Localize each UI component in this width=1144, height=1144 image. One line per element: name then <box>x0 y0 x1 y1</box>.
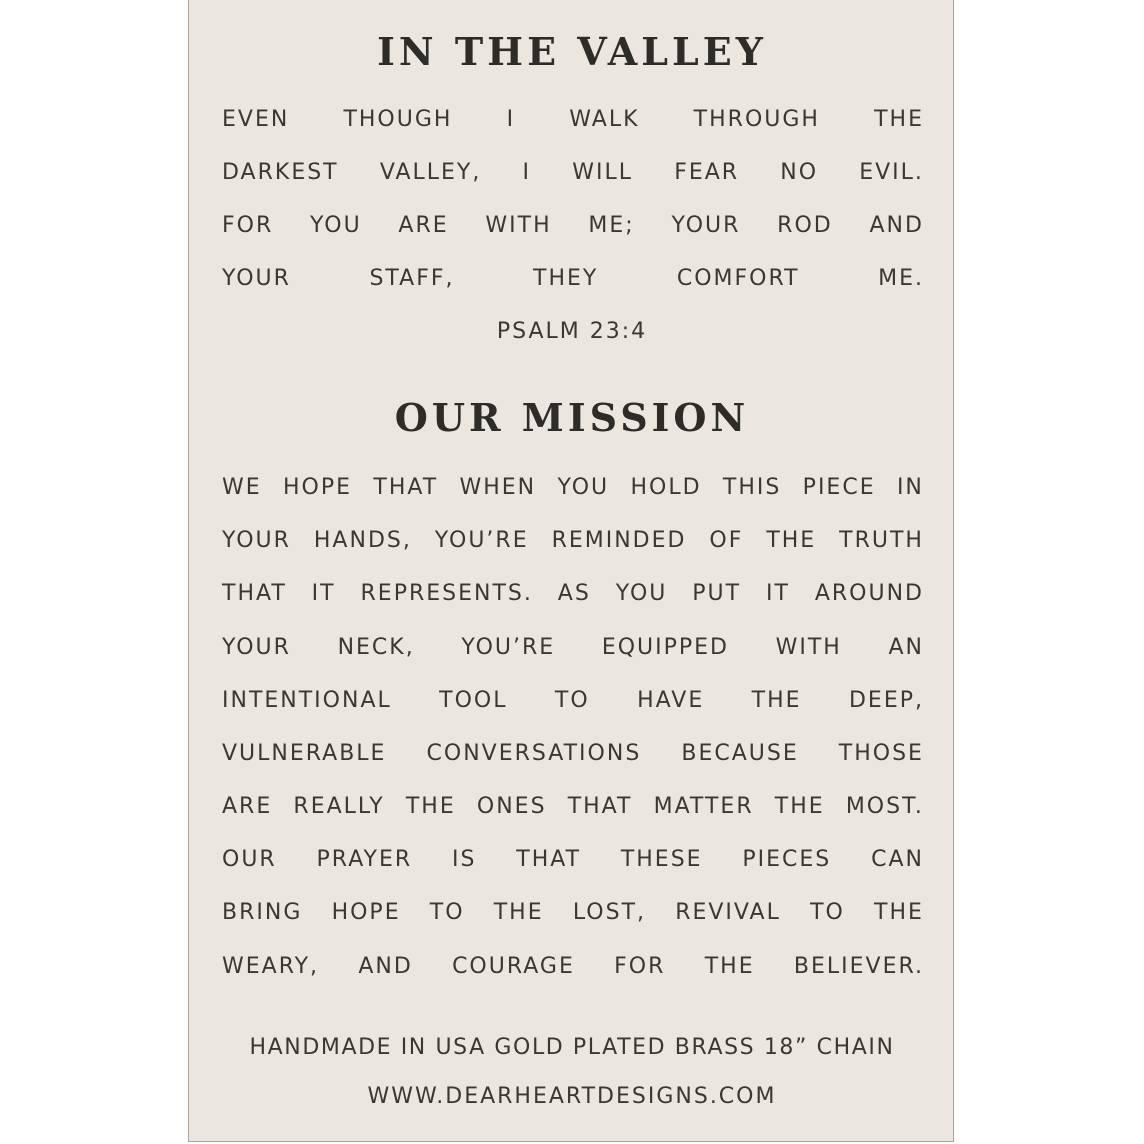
word: THE <box>704 954 755 979</box>
word: YOUR <box>222 635 291 660</box>
scripture-reference: PSALM 23:4 <box>496 319 648 344</box>
mission-title: OUR MISSION <box>394 395 750 440</box>
word: ROD <box>777 213 833 238</box>
word: THIS <box>722 475 782 500</box>
word: EVIL. <box>859 160 924 185</box>
mission-text-line <box>222 902 924 924</box>
word: REMINDED <box>551 528 687 553</box>
word: THE <box>874 900 924 925</box>
word: LOST, <box>572 900 646 925</box>
word: HAVE <box>637 688 705 713</box>
word: I <box>522 160 532 185</box>
word: ME. <box>878 266 924 291</box>
word: YOU <box>615 581 668 606</box>
word: THE <box>874 107 924 132</box>
word: THAT <box>222 581 287 606</box>
word: WILL <box>572 160 633 185</box>
word: FEAR <box>674 160 740 185</box>
word: YOU <box>557 475 610 500</box>
word: EVEN <box>222 107 290 132</box>
mission-card <box>188 0 954 1142</box>
word: HOLD <box>630 475 702 500</box>
word: TRUTH <box>839 528 924 553</box>
word: THAT <box>373 475 439 500</box>
word: YOU’RE <box>434 528 529 553</box>
word: FOR <box>222 213 274 238</box>
mission-text-line <box>222 477 924 499</box>
mission-text-line <box>222 583 924 605</box>
word: THOUGH <box>343 107 453 132</box>
word: THE <box>405 794 456 819</box>
word: DARKEST <box>222 160 339 185</box>
word: IS <box>451 847 477 872</box>
word: OF <box>709 528 744 553</box>
word: VULNERABLE <box>222 741 387 766</box>
word: TOOL <box>439 688 508 713</box>
word: MOST. <box>845 794 924 819</box>
word: IT <box>311 581 336 606</box>
word: FOR <box>614 954 666 979</box>
word: VALLEY, <box>379 160 482 185</box>
word: HOPE <box>283 475 353 500</box>
word: NO <box>780 160 819 185</box>
word: WEARY, <box>222 954 320 979</box>
word: REVIVAL <box>675 900 781 925</box>
word: ARE <box>222 794 273 819</box>
word: THE <box>751 688 802 713</box>
mission-text-line <box>222 690 924 712</box>
word: INTENTIONAL <box>222 688 392 713</box>
word: TO <box>810 900 845 925</box>
word: MATTER <box>653 794 754 819</box>
word: OUR <box>222 847 277 872</box>
mission-text-line <box>222 743 924 765</box>
mission-text-line <box>222 796 924 818</box>
word: YOU’RE <box>461 635 556 660</box>
word: HANDS, <box>313 528 412 553</box>
word: HOPE <box>331 900 401 925</box>
word: YOUR <box>222 528 291 553</box>
valley-title: IN THE VALLEY <box>377 29 767 74</box>
word: WALK <box>569 107 640 132</box>
word: DEEP, <box>848 688 924 713</box>
word: ME; <box>588 213 635 238</box>
mission-text-line <box>222 530 924 552</box>
word: THROUGH <box>693 107 820 132</box>
word: WE <box>222 475 262 500</box>
word: PIECE <box>802 475 876 500</box>
word: WITH <box>485 213 552 238</box>
word: YOUR <box>222 266 291 291</box>
word: EQUIPPED <box>601 635 729 660</box>
word: COURAGE <box>452 954 575 979</box>
word: BELIEVER. <box>793 954 924 979</box>
word: AND <box>869 213 924 238</box>
valley-text-line <box>222 215 924 237</box>
word: IT <box>765 581 790 606</box>
valley-text-line <box>222 268 924 290</box>
word: I <box>506 107 516 132</box>
word: COMFORT <box>676 266 800 291</box>
word: THAT <box>567 794 633 819</box>
word: IN <box>896 475 924 500</box>
word: THE <box>766 528 817 553</box>
word: THEY <box>533 266 599 291</box>
mission-text-line <box>222 956 924 978</box>
word: AROUND <box>814 581 924 606</box>
valley-text-line <box>222 162 924 184</box>
word: PRAYER <box>316 847 413 872</box>
word: NECK, <box>337 635 415 660</box>
word: CONVERSATIONS <box>426 741 642 766</box>
mission-text-line <box>222 849 924 871</box>
product-info: HANDMADE IN USA GOLD PLATED BRASS 18” CHAIN <box>249 1035 895 1060</box>
word: REPRESENTS. <box>360 581 533 606</box>
word: AS <box>557 581 591 606</box>
word: THE <box>493 900 544 925</box>
word: BECAUSE <box>681 741 799 766</box>
word: THE <box>774 794 825 819</box>
valley-text-line <box>222 109 924 131</box>
word: TO <box>554 688 590 713</box>
word: TO <box>429 900 465 925</box>
word: PIECES <box>742 847 832 872</box>
word: AND <box>358 954 413 979</box>
word: THOSE <box>838 741 924 766</box>
word: PUT <box>692 581 742 606</box>
mission-text-line <box>222 637 924 659</box>
word: ONES <box>476 794 547 819</box>
word: REALLY <box>293 794 385 819</box>
word: BRING <box>222 900 303 925</box>
word: ARE <box>398 213 449 238</box>
word: AN <box>888 635 924 660</box>
word: YOU <box>310 213 362 238</box>
word: CAN <box>871 847 924 872</box>
word: WITH <box>775 635 842 660</box>
word: THESE <box>620 847 703 872</box>
word: WHEN <box>459 475 537 500</box>
website-link[interactable]: WWW.DEARHEARTDESIGNS.COM <box>367 1084 777 1109</box>
word: YOUR <box>671 213 741 238</box>
word: STAFF, <box>369 266 455 291</box>
word: THAT <box>516 847 582 872</box>
